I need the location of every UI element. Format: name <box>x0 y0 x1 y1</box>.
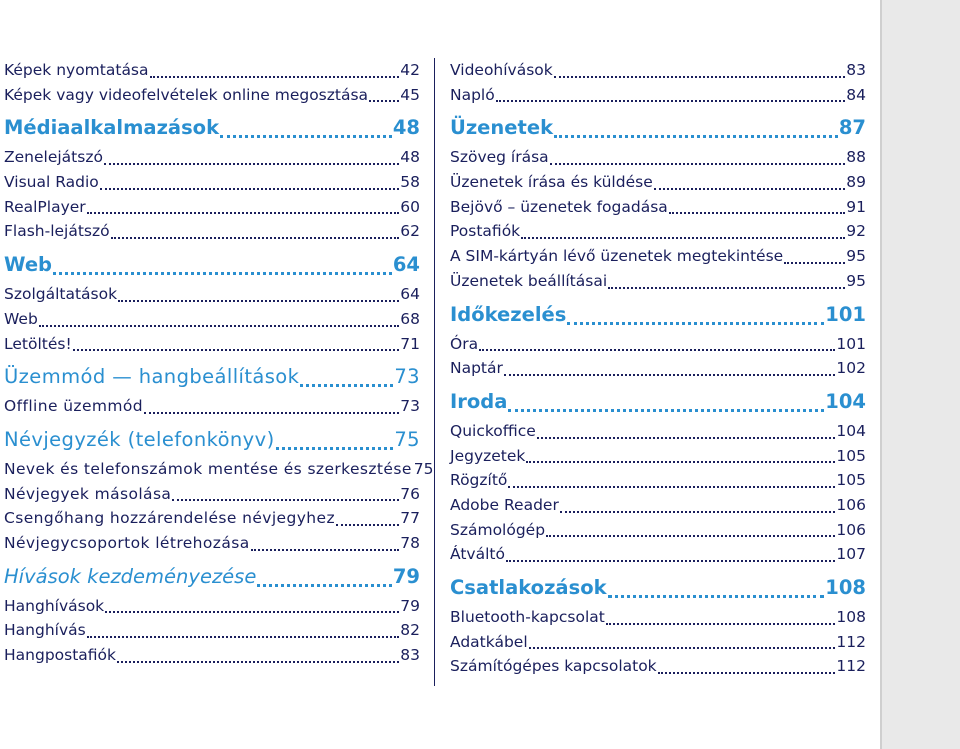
toc-title: Hanghívás <box>4 621 86 640</box>
toc-title: Letöltés! <box>4 334 72 353</box>
dot-leader <box>300 370 393 387</box>
toc-entry[interactable] <box>450 244 866 269</box>
toc-page-number: 102 <box>836 359 866 378</box>
toc-title: Üzenetek írása és küldése <box>450 173 653 192</box>
dot-leader <box>73 335 400 351</box>
toc-entry[interactable] <box>4 506 420 531</box>
toc-page-number: 112 <box>836 657 866 676</box>
toc-entry[interactable] <box>4 170 420 195</box>
toc-page-number: 104 <box>825 389 866 413</box>
toc-page-number: 112 <box>836 632 866 651</box>
toc-page-number: 106 <box>836 520 866 539</box>
toc-page-number: 87 <box>838 116 866 140</box>
dot-leader <box>554 62 846 78</box>
dot-leader <box>87 198 400 214</box>
toc-title: Üzenetek <box>450 116 554 140</box>
toc-title: Névjegyek másolása <box>4 484 172 503</box>
toc-page-number: 101 <box>836 334 866 353</box>
dot-leader <box>658 658 836 674</box>
toc-entry[interactable] <box>450 195 866 220</box>
toc-page-number: 60 <box>400 197 420 216</box>
toc-title: Quickoffice <box>450 421 536 440</box>
dot-leader <box>479 335 835 351</box>
dot-leader <box>554 121 838 138</box>
toc-title: Bluetooth-kapcsolat <box>450 608 605 626</box>
toc-page-number: 48 <box>400 148 420 167</box>
toc-page-number: 83 <box>400 646 420 664</box>
dot-leader <box>257 570 392 587</box>
toc-title: Üzemmód — hangbeállítások <box>4 365 300 389</box>
toc-page-number: 64 <box>392 253 420 277</box>
toc-entry[interactable] <box>4 618 420 643</box>
toc-title: Médiaalkalmazások <box>4 116 220 140</box>
toc-page-number: 104 <box>836 421 866 440</box>
toc-page-number: 89 <box>846 173 866 192</box>
toc-page-number: 79 <box>400 596 420 615</box>
toc-title: Nevek és telefonszámok mentése és szerkesztése <box>4 459 412 478</box>
toc-entry[interactable] <box>4 643 420 668</box>
dot-leader <box>144 398 399 414</box>
dot-leader <box>606 609 836 625</box>
toc-entry[interactable] <box>4 219 420 244</box>
toc-title: Szöveg írása <box>450 148 549 167</box>
dot-leader <box>251 535 400 551</box>
toc-title: Videohívások <box>450 61 553 79</box>
toc-title: Óra <box>450 334 479 353</box>
toc-page-number: 91 <box>846 197 866 216</box>
toc-title: Bejövő – üzenetek fogadása <box>450 197 668 216</box>
toc-title: Képek vagy videofelvételek online megosztása <box>4 85 369 104</box>
dot-leader <box>105 597 399 613</box>
toc-entry[interactable] <box>4 58 420 83</box>
toc-title: Hívások kezdeményezése <box>4 564 257 588</box>
toc-title: Zenelejátszó <box>4 148 103 167</box>
dot-leader <box>521 223 845 239</box>
dot-leader <box>220 121 392 138</box>
toc-entry[interactable] <box>4 531 420 556</box>
dot-leader <box>172 485 399 501</box>
toc-page-number: 95 <box>846 271 866 290</box>
dot-leader <box>567 308 824 325</box>
dot-leader <box>87 622 400 638</box>
toc-section-heading[interactable] <box>450 113 866 143</box>
dot-leader <box>669 198 845 214</box>
toc-page-number: 105 <box>836 471 866 490</box>
toc-title: Flash-lejátszó <box>4 222 110 241</box>
toc-page-number: 95 <box>846 247 866 266</box>
toc-title: Web <box>4 253 52 277</box>
toc-page-number: 73 <box>394 365 420 389</box>
toc-title: Átváltó <box>450 545 505 564</box>
toc-page-number: 73 <box>400 397 420 416</box>
toc-page-number: 88 <box>846 148 866 167</box>
toc-entry[interactable] <box>450 170 866 195</box>
toc-entry[interactable] <box>4 332 420 357</box>
toc-entry[interactable] <box>450 630 866 655</box>
dot-leader <box>608 581 825 598</box>
toc-page-number: 75 <box>413 459 434 478</box>
dot-leader <box>111 223 400 239</box>
dot-leader <box>526 447 835 463</box>
toc-title: Számológép <box>450 520 546 539</box>
toc-title: Postafiók <box>450 222 521 241</box>
toc-page-number: 106 <box>836 495 866 514</box>
dot-leader <box>546 521 835 537</box>
toc-entry[interactable] <box>4 83 420 108</box>
toc-entry[interactable] <box>450 542 866 567</box>
toc-page-number: 78 <box>400 533 420 552</box>
toc-page-number: 84 <box>846 85 866 104</box>
toc-entry[interactable] <box>450 356 866 381</box>
toc-title: A SIM-kártyán lévő üzenetek megtekintése <box>450 247 784 266</box>
dot-leader <box>508 395 824 412</box>
toc-title: Szolgáltatások <box>4 285 118 304</box>
toc-page-number: 68 <box>400 309 420 328</box>
toc-entry[interactable] <box>450 145 866 170</box>
page-edge-margin <box>882 0 960 749</box>
toc-page-number: 108 <box>825 576 866 599</box>
column-divider <box>434 58 435 686</box>
toc-title: Csatlakozások <box>450 576 607 599</box>
toc-title: Képek nyomtatása <box>4 61 149 79</box>
toc-page-number: 82 <box>400 621 420 640</box>
dot-leader <box>560 497 836 513</box>
toc-page-number: 62 <box>400 222 420 241</box>
toc-right-column <box>450 58 866 679</box>
toc-title: Hangpostafiók <box>4 646 117 664</box>
toc-title: Üzenetek beállításai <box>450 271 608 290</box>
toc-entry[interactable] <box>4 307 420 332</box>
toc-entry[interactable] <box>450 468 866 493</box>
toc-title: Jegyzetek <box>450 446 526 465</box>
dot-leader <box>276 433 394 450</box>
toc-section-heading[interactable] <box>4 113 420 143</box>
toc-section-heading[interactable] <box>450 387 866 417</box>
dot-leader <box>100 174 400 190</box>
toc-page-number: 105 <box>836 446 866 465</box>
toc-entry[interactable] <box>4 457 434 482</box>
dot-leader <box>508 472 835 488</box>
toc-entry[interactable] <box>450 219 866 244</box>
toc-section-heading[interactable] <box>450 300 866 330</box>
toc-entry[interactable] <box>4 394 420 419</box>
toc-title: Névjegycsoportok létrehozása <box>4 533 250 552</box>
dot-leader <box>53 258 392 275</box>
toc-page-number: 101 <box>825 302 866 326</box>
toc-entry[interactable] <box>450 444 866 469</box>
toc-page-number: 77 <box>400 509 420 528</box>
toc-page-number: 64 <box>400 285 420 304</box>
dot-leader <box>117 647 399 663</box>
toc-title: Hanghívások <box>4 596 105 615</box>
toc-title: Adobe Reader <box>450 495 559 514</box>
dot-leader <box>496 86 846 102</box>
toc-entry[interactable] <box>4 594 420 619</box>
toc-title: Napló <box>450 85 495 104</box>
toc-entry[interactable] <box>450 493 866 518</box>
dot-leader <box>118 286 399 302</box>
toc-page-number: 79 <box>392 564 420 588</box>
toc-section-heading[interactable] <box>4 362 420 392</box>
toc-entry[interactable] <box>450 605 866 630</box>
toc-page-number: 107 <box>836 545 866 564</box>
dot-leader <box>537 423 836 439</box>
toc-title: Időkezelés <box>450 302 567 326</box>
toc-page-number: 58 <box>400 173 420 192</box>
toc-entry[interactable] <box>450 83 866 108</box>
toc-page-number: 76 <box>400 484 420 503</box>
toc-title: Offline üzemmód <box>4 397 144 416</box>
toc-page-number: 108 <box>836 608 866 626</box>
toc-section-heading[interactable] <box>4 250 420 280</box>
toc-entry[interactable] <box>4 195 420 220</box>
toc-section-heading[interactable] <box>4 425 420 455</box>
dot-leader <box>608 273 845 289</box>
toc-title: Visual Radio <box>4 173 99 192</box>
toc-title: Rögzítő <box>450 471 508 490</box>
dot-leader <box>784 248 845 264</box>
toc-section-heading[interactable] <box>4 562 420 592</box>
dot-leader <box>654 174 846 190</box>
dot-leader <box>336 510 399 526</box>
toc-title: Csengőhang hozzárendelése névjegyhez <box>4 509 335 528</box>
toc-page-number: 48 <box>392 116 420 140</box>
toc-page-number: 42 <box>400 61 420 79</box>
toc-title: Iroda <box>450 389 508 413</box>
toc-entry[interactable] <box>450 58 866 83</box>
toc-left-column <box>4 58 434 668</box>
toc-entry[interactable] <box>450 518 866 543</box>
toc-page-number: 75 <box>394 427 420 451</box>
dot-leader <box>104 149 399 165</box>
toc-entry[interactable] <box>4 482 420 507</box>
toc-title: RealPlayer <box>4 197 86 216</box>
dot-leader <box>550 149 846 165</box>
dot-leader <box>150 62 400 78</box>
toc-page-number: 83 <box>846 61 866 79</box>
dot-leader <box>504 360 836 376</box>
toc-title: Adatkábel <box>450 632 528 651</box>
toc-entry[interactable] <box>450 269 866 294</box>
toc-page-number: 71 <box>400 334 420 353</box>
dot-leader <box>39 311 399 327</box>
dot-leader <box>506 546 835 562</box>
toc-section-heading[interactable] <box>450 573 866 603</box>
dot-leader <box>529 633 836 649</box>
toc-title: Web <box>4 309 38 328</box>
toc-title: Névjegyzék (telefonkönyv) <box>4 427 275 451</box>
toc-page-number: 92 <box>846 222 866 241</box>
toc-title: Naptár <box>450 359 503 378</box>
toc-title: Számítógépes kapcsolatok <box>450 657 657 676</box>
toc-entry[interactable] <box>450 332 866 357</box>
toc-entry[interactable] <box>450 419 866 444</box>
toc-entry[interactable] <box>450 654 866 679</box>
dot-leader <box>369 86 399 102</box>
toc-entry[interactable] <box>4 282 420 307</box>
toc-page-number: 45 <box>400 85 420 104</box>
toc-entry[interactable] <box>4 145 420 170</box>
